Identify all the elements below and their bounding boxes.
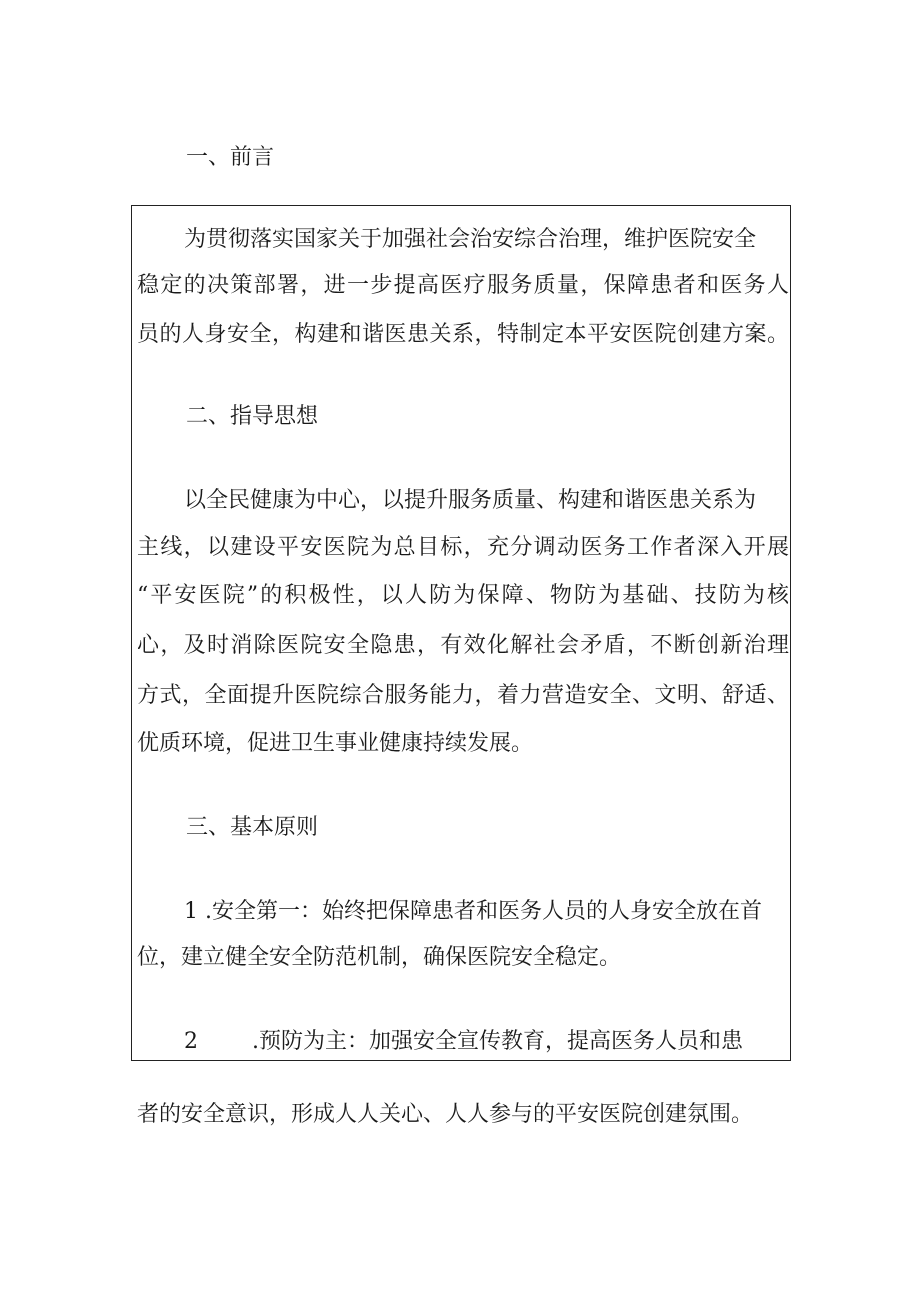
section-heading-preface: 一、前言 — [186, 145, 275, 170]
guiding-line-4: 心，及时消除医院安全隐患，有效化解社会矛盾，不断创新治理 — [137, 633, 789, 658]
section-heading-principles: 三、基本原则 — [186, 815, 319, 840]
principle-2-text: .预防为主：加强安全宣传教育，提高医务人员和患 — [252, 1029, 743, 1054]
principle-2-line-1 — [184, 1027, 743, 1057]
preface-line-3: 员的人身安全，构建和谐医患关系，特制定本平安医院创建方案。 — [137, 322, 789, 347]
guiding-line-1: 以全民健康为中心，以提升服务质量、构建和谐医患关系为 — [184, 488, 757, 513]
preface-line-2: 稳定的决策部署，进一步提高医疗服务质量，保障患者和医务人 — [137, 273, 789, 298]
guiding-line-2: 主线，以建设平安医院为总目标，充分调动医务工作者深入开展 — [137, 535, 789, 560]
principle-1-line-1: 1 .安全第一：始终把保障患者和医务人员的人身安全放在首 — [184, 899, 762, 924]
section-heading-guiding: 二、指导思想 — [186, 404, 319, 429]
preface-line-1: 为贯彻落实国家关于加强社会治安综合治理，维护医院安全 — [184, 227, 757, 252]
principle-1-line-2: 位，建立健全安全防范机制，确保医院安全稳定。 — [137, 945, 622, 970]
principle-2-number: 2 — [184, 1029, 198, 1054]
principle-2-line-2: 者的安全意识，形成人人关心、人人参与的平安医院创建氛围。 — [137, 1102, 754, 1127]
guiding-line-3: “平安医院”的积极性，以人防为保障、物防为基础、技防为核 — [137, 583, 789, 608]
guiding-line-6: 优质环境，促进卫生事业健康持续发展。 — [137, 731, 534, 756]
guiding-line-5: 方式，全面提升医院综合服务能力，着力营造安全、文明、舒适、 — [137, 683, 789, 708]
